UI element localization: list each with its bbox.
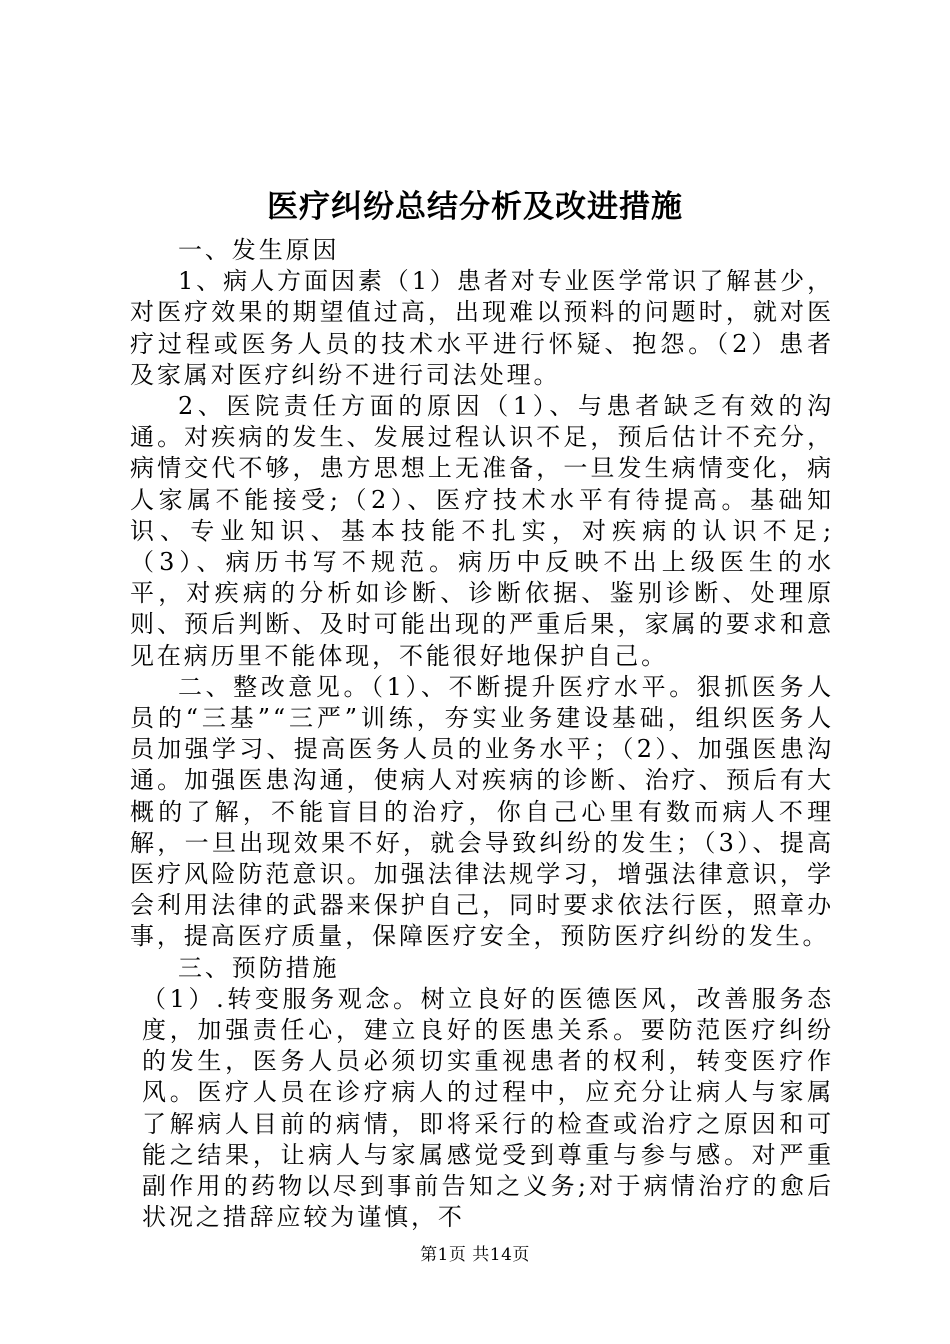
paragraph-patient-factors: 1、病人方面因素（1）患者对专业医学常识了解甚少，对医疗效果的期望值过高，出现难以预料的问题时，就对医疗过程或医务人员的技术水平进行怀疑、抱怨。（2）患者及家属对医疗纠纷不进行司法处理。 [130, 267, 834, 389]
section-heading-causes: 一、发生原因 [178, 236, 340, 264]
paragraph-prevention-1: （1）.转变服务观念。树立良好的医德医风，改善服务态度，加强责任心，建立良好的医患关系。要防范医疗纠纷的发生，医务人员必须切实重视患者的权利，转变医疗作风。医疗人员在诊疗病人的过程中，应充分让病人与家属了解病人目前的病情，即将采行的检查或治疗之原因和可能之结果，让病人与家属感觉受到尊重与参与感。对严重副作用的药物以尽到事前告知之义务;对于病情治疗的愈后状况之措辞应较为谨慎，不 [142, 984, 834, 1232]
document-body [130, 235, 834, 1234]
paragraph-hospital-factors: 2、医院责任方面的原因（1）、与患者缺乏有效的沟通。对疾病的发生、发展过程认识不足，预后估计不充分，病情交代不够，患方思想上无准备，一旦发生病情变化，病人家属不能接受;（2）、医疗技术水平有待提高。基础知识、专业知识、基本技能不扎实，对疾病的认识不足;（3）、病历书写不规范。病历中反映不出上级医生的水平，对疾病的分析如诊断、诊断依据、鉴别诊断、处理原则、预后判断、及时可能出现的严重后果，家属的要求和意见在病历里不能体现，不能很好地保护自己。 [130, 392, 834, 670]
section-heading-prevention: 三、预防措施 [178, 953, 340, 982]
paragraph-rectification: 二、整改意见。（1）、不断提升医疗水平。狠抓医务人员的“三基”“三严”训练，夯实业务建设基础，组织医务人员加强学习、提高医务人员的业务水平；（2）、加强医患沟通。加强医患沟通，使病人对疾病的诊断、治疗、预后有大概的了解，不能盲目的治疗，你自己心里有数而病人不理解，一旦出现效果不好，就会导致纠纷的发生；（3）、提高医疗风险防范意识。加强法律法规学习，增强法律意识，学会利用法律的武器来保护自己，同时要求依法行医，照章办事，提高医疗质量，保障医疗安全，预防医疗纠纷的发生。 [130, 672, 834, 951]
page-footer: 第1页 共14页 [420, 1245, 530, 1265]
document-title: 医疗纠纷总结分析及改进措施 [267, 189, 683, 225]
